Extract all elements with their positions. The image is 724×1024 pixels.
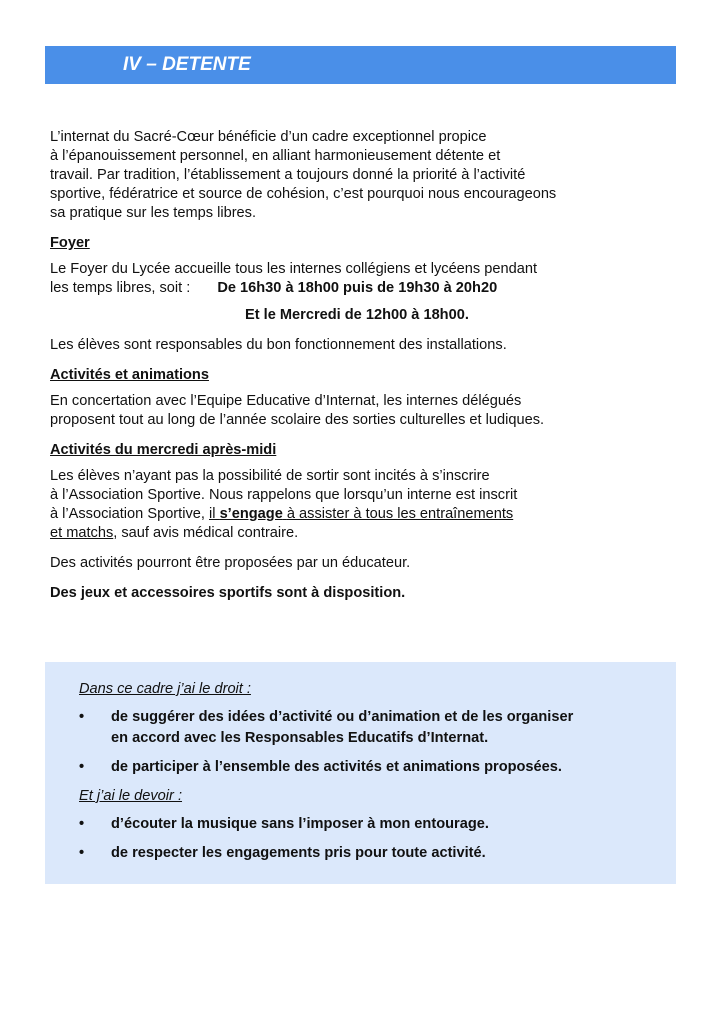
intro-line: à l’épanouissement personnel, en alliant harmonieusement détente et bbox=[50, 148, 501, 164]
bullet-icon: • bbox=[79, 816, 85, 832]
mercredi-line: Les élèves n’ayant pas la possibilité de sortir sont incités à s’inscrire bbox=[50, 468, 490, 484]
foyer-heading: Foyer bbox=[50, 235, 90, 251]
activites-paragraph bbox=[50, 392, 672, 430]
mercredi-educateur: Des activités pourront être proposées par un éducateur. bbox=[50, 555, 411, 571]
intro-paragraph bbox=[50, 128, 672, 223]
bullet-icon: • bbox=[79, 845, 85, 861]
droit-heading: Dans ce cadre j’ai le droit : bbox=[79, 681, 251, 697]
engage-word-il: il bbox=[209, 506, 216, 522]
mercredi-line4-rest: , sauf avis médical contraire. bbox=[113, 525, 299, 541]
list-item-text: de participer à l’ensemble des activités et animations proposées. bbox=[111, 759, 562, 775]
mercredi-line: à l’Association Sportive. Nous rappelons que lorsqu’un interne est inscrit bbox=[50, 487, 518, 503]
intro-line: L’internat du Sacré-Cœur bénéficie d’un cadre exceptionnel propice bbox=[50, 129, 487, 145]
bullet-icon: • bbox=[79, 709, 85, 725]
list-item-text: d’écouter la musique sans l’imposer à mon entourage. bbox=[111, 816, 489, 832]
droit-list bbox=[79, 707, 676, 778]
section-title-bar bbox=[45, 46, 676, 84]
devoir-heading: Et j’ai le devoir : bbox=[79, 788, 183, 804]
engage-clause bbox=[209, 506, 513, 522]
activites-heading: Activités et animations bbox=[50, 367, 209, 383]
engage-word: s’engage bbox=[219, 506, 283, 522]
foyer-responsibility: Les élèves sont responsables du bon fonctionnement des installations. bbox=[50, 337, 507, 353]
mercredi-line bbox=[50, 505, 672, 524]
list-item bbox=[79, 814, 676, 835]
foyer-hours: De 16h30 à 18h00 puis de 19h30 à 20h20 bbox=[217, 280, 498, 296]
activites-line: En concertation avec l’Equipe Educative d’Internat, les internes délégués bbox=[50, 393, 522, 409]
list-item bbox=[79, 843, 676, 864]
mercredi-line bbox=[50, 524, 672, 543]
engage-clause-end: et matchs bbox=[50, 525, 114, 541]
section-title: IV – DETENTE bbox=[123, 54, 251, 75]
mercredi-paragraph bbox=[50, 467, 672, 543]
devoir-list bbox=[79, 814, 676, 864]
bullet-icon: • bbox=[79, 759, 85, 775]
foyer-line: Le Foyer du Lycée accueille tous les internes collégiens et lycéens pendant bbox=[50, 261, 538, 277]
intro-line: sportive, fédératrice et source de cohésion, c’est pourquoi nous encourageons bbox=[50, 186, 557, 202]
intro-line: sa pratique sur les temps libres. bbox=[50, 205, 257, 221]
list-item bbox=[79, 757, 676, 778]
mercredi-equipement: Des jeux et accessoires sportifs sont à disposition. bbox=[50, 585, 406, 601]
list-item-text: en accord avec les Responsables Educatifs d’Internat. bbox=[111, 730, 489, 746]
foyer-line bbox=[50, 279, 672, 298]
activites-line: proposent tout au long de l’année scolaire des sorties culturelles et ludiques. bbox=[50, 412, 545, 428]
mercredi-heading: Activités du mercredi après-midi bbox=[50, 442, 277, 458]
engage-rest: à assister à tous les entraînements bbox=[286, 506, 514, 522]
foyer-wednesday-hours: Et le Mercredi de 12h00 à 18h00. bbox=[245, 307, 469, 323]
foyer-hours-prefix: les temps libres, soit : bbox=[50, 280, 191, 296]
list-item-text: de respecter les engagements pris pour toute activité. bbox=[111, 845, 486, 861]
document-body bbox=[50, 128, 672, 603]
intro-line: travail. Par tradition, l’établissement a toujours donné la priorité à l’activité bbox=[50, 167, 526, 183]
foyer-paragraph bbox=[50, 260, 672, 298]
list-item bbox=[79, 707, 676, 749]
mercredi-line3-prefix: à l’Association Sportive, bbox=[50, 506, 205, 522]
rights-duties-box bbox=[45, 662, 676, 884]
list-item-text: de suggérer des idées d’activité ou d’animation et de les organiser bbox=[111, 709, 574, 725]
